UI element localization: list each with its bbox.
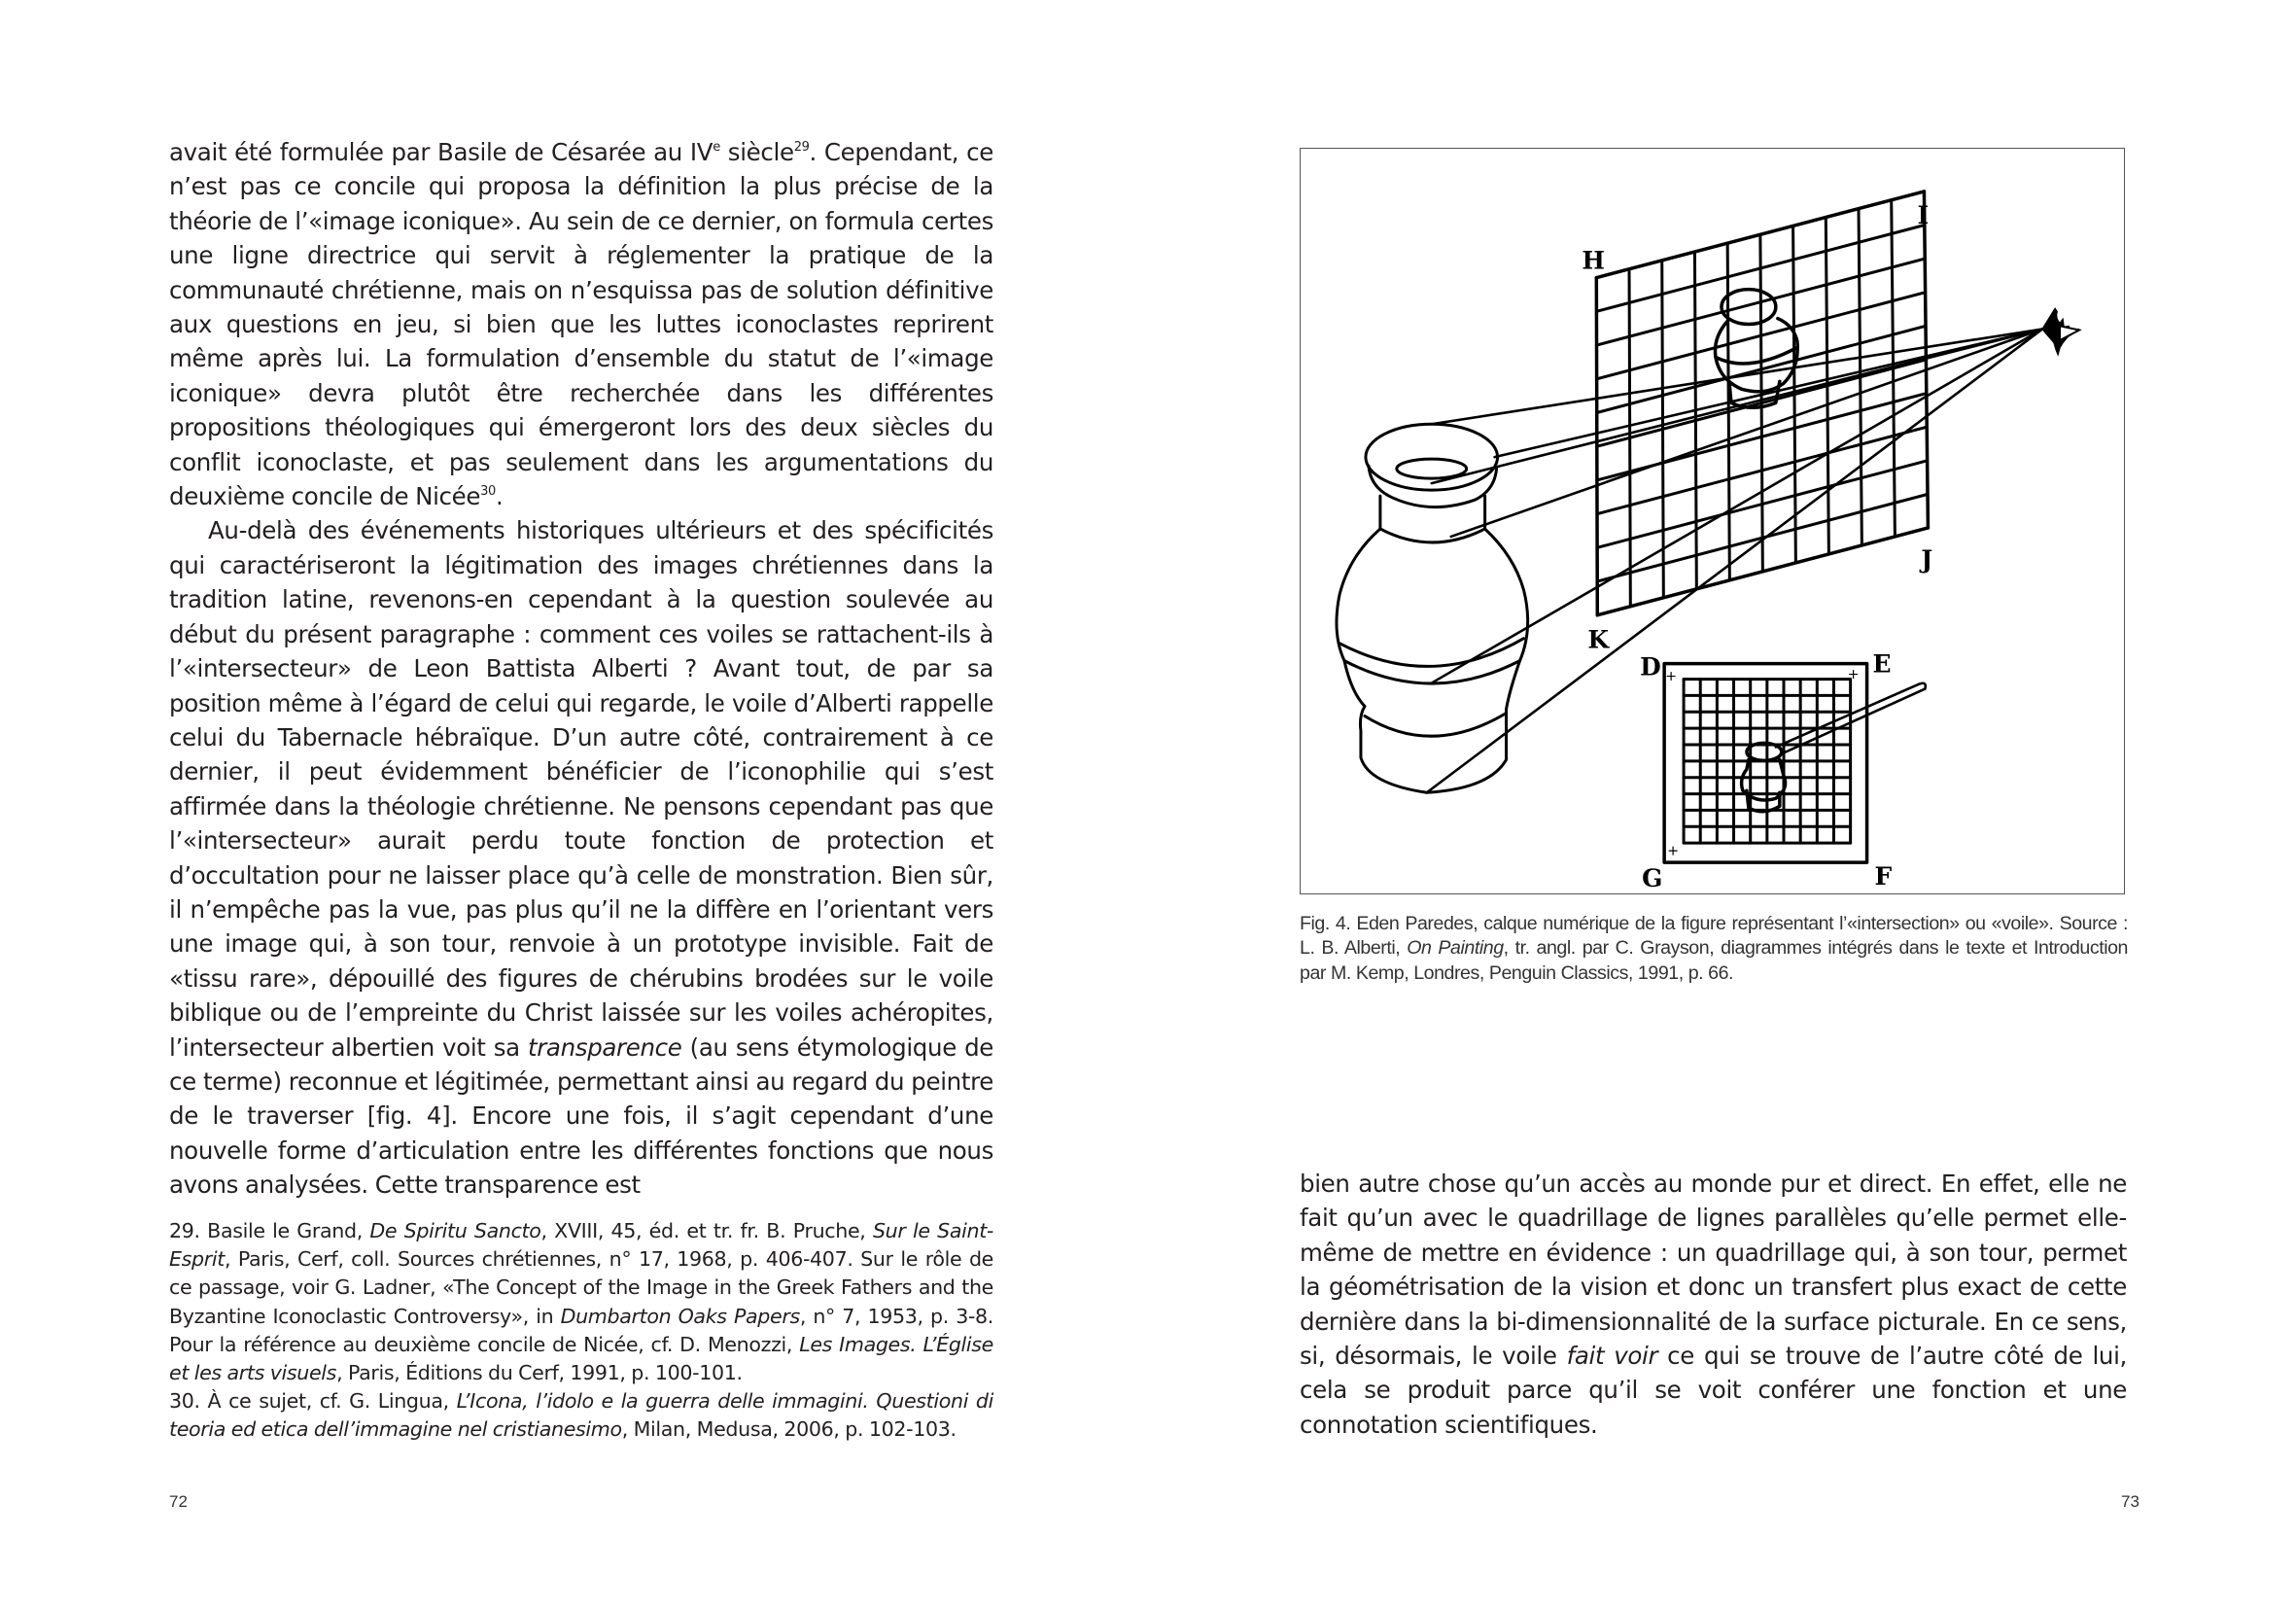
right-page-body [1300, 1167, 2127, 1442]
eye-icon [2042, 309, 2079, 355]
paragraph: Au-delà des événements historiques ultérieurs et des spécificités qui caractériseront la légitimation des images chrétiennes dans la tradition latine, revenons-en cependant à la question soulevée au début du présent paragraphe : comment ces voiles se rattachent-ils à l’«intersecteur» de Leon Battista Alberti ? Avant tout, de par sa position même à l’égard de celui qui regarde, le voile d’Alberti rappelle celui du Tabernacle hébraïque. D’un autre côté, contrairement à ce dernier, il peut évidemment bénéficier de l’iconophilie qui s’est affirmée dans la théologie chrétienne. Ne pensons cependant pas que l’«intersecteur» aurait perdu toute fonction de protection et d’occultation pour ne laisser place qu’à celle de monstration. Bien sûr, il n’empêche pas la vue, pas plus qu’il ne la diffère en l’orientant vers une image qui, à son tour, renvoie à un prototype invisible. Fait de «tissu rare», dépouillé des figures de chérubins brodées sur le voile biblique ou de l’empreinte du Christ laissée sur les voiles achéropites, l’intersecteur albertien voit sa transparence (au sens étymologique de ce terme) reconnue et légitimée, permettant ainsi au regard du peintre de le traverser [fig. 4]. Encore une fois, il s’agit cependant d’une nouvelle forme d’articulation entre les différentes fonctions que nous avons analysées. Cette transparence est [169, 516, 993, 1200]
footnotes [169, 1217, 993, 1445]
footnote-30: 30. À ce sujet, cf. G. Lingua, L’Icona, l’idolo e la guerra delle immagini. Questioni di teoria ed etica dell’immagine nel cristianesimo, Milan, Medusa, 2006, p. 102-103. [169, 1389, 993, 1442]
figure-4 [1300, 148, 2125, 894]
label-g: G [1642, 864, 1663, 893]
label-d: D [1640, 652, 1661, 681]
label-h: H [1582, 246, 1605, 275]
label-k: K [1587, 625, 1610, 654]
label-j: J [1921, 544, 1933, 574]
paragraph: bien autre chose qu’un accès au monde pur et direct. En effet, elle ne fait qu’un avec le quadrillage de lignes parallèles qu’elle permet elle-même de mettre en évidence : un quadrillage qui, à son tour, permet la géométrisation de la vision et donc un transfert plus exact de cette dernière dans la bi-dimensionnalité de la surface picturale. En ce sens, si, désormais, le voile fait voir ce qui se trouve de l’autre côté de lui, cela se produit parce qu’il se voit conférer une fonction et une connotation scientifiques. [1300, 1170, 2127, 1439]
label-i: I [1917, 200, 1930, 229]
label-f: F [1874, 862, 1893, 891]
page-number: 72 [169, 1492, 188, 1511]
page-number: 73 [2121, 1492, 2139, 1511]
footnote-29: 29. Basile le Grand, De Spiritu Sancto, XVIII, 45, éd. et tr. fr. B. Pruche, Sur le Saint-Esprit, Paris, Cerf, coll. Sources chrétiennes, n° 17, 1968, p. 406-407. Sur le rôle de ce passage, voir G. Ladner, «The Concept of the Image in the Greek Fathers and the Byzantine Iconoclastic Controversy», in Dumbarton Oaks Papers, n° 7, 1953, p. 3-8. Pour la référence au deuxième concile de Nicée, cf. D. Menozzi, Les Images. L’Église et les arts visuels, Paris, Éditions du Cerf, 1991, p. 100-101. [169, 1219, 994, 1385]
figure-caption [1300, 912, 2128, 986]
right-page [1148, 0, 2296, 1607]
paragraph: avait été formulée par Basile de Césarée au IVe siècle$^{29}$. Cependant, ce n’est pas ce concile qui proposa la définition la plus précise de la théorie de l’«image iconique». Au sein de ce dernier, on formula certes une ligne directrice qui servit à réglementer la pratique de la communauté chrétienne, mais on n’esquissa pas de solution définitive aux questions en jeu, si bien que les luttes iconoclastes reprirent même après lui. La formulation d’ensemble du statut de l’«image iconique» devra plutôt être recherchée dans les différentes propositions théologiques qui émergeront lors des deux siècles du conflit iconoclaste, et pas seulement dans les argumentations du deuxième concile de Nicée$^{30}$. [169, 138, 994, 511]
label-e: E [1872, 649, 1892, 679]
alberti-veil-diagram [1301, 149, 2124, 893]
veil-grid-hijk [1596, 192, 1928, 615]
caption-text: Fig. 4. Eden Paredes, calque numérique de la figure représentant l’«intersection» ou «voile». Source : L. B. Alberti, On Painting, tr. angl. par C. Grayson, diagrammes intégrés dans le texte et Introduction par M. Kemp, Londres, Penguin Classics, 1991, p. 66. [1300, 913, 2128, 984]
left-page-body [169, 135, 993, 1203]
